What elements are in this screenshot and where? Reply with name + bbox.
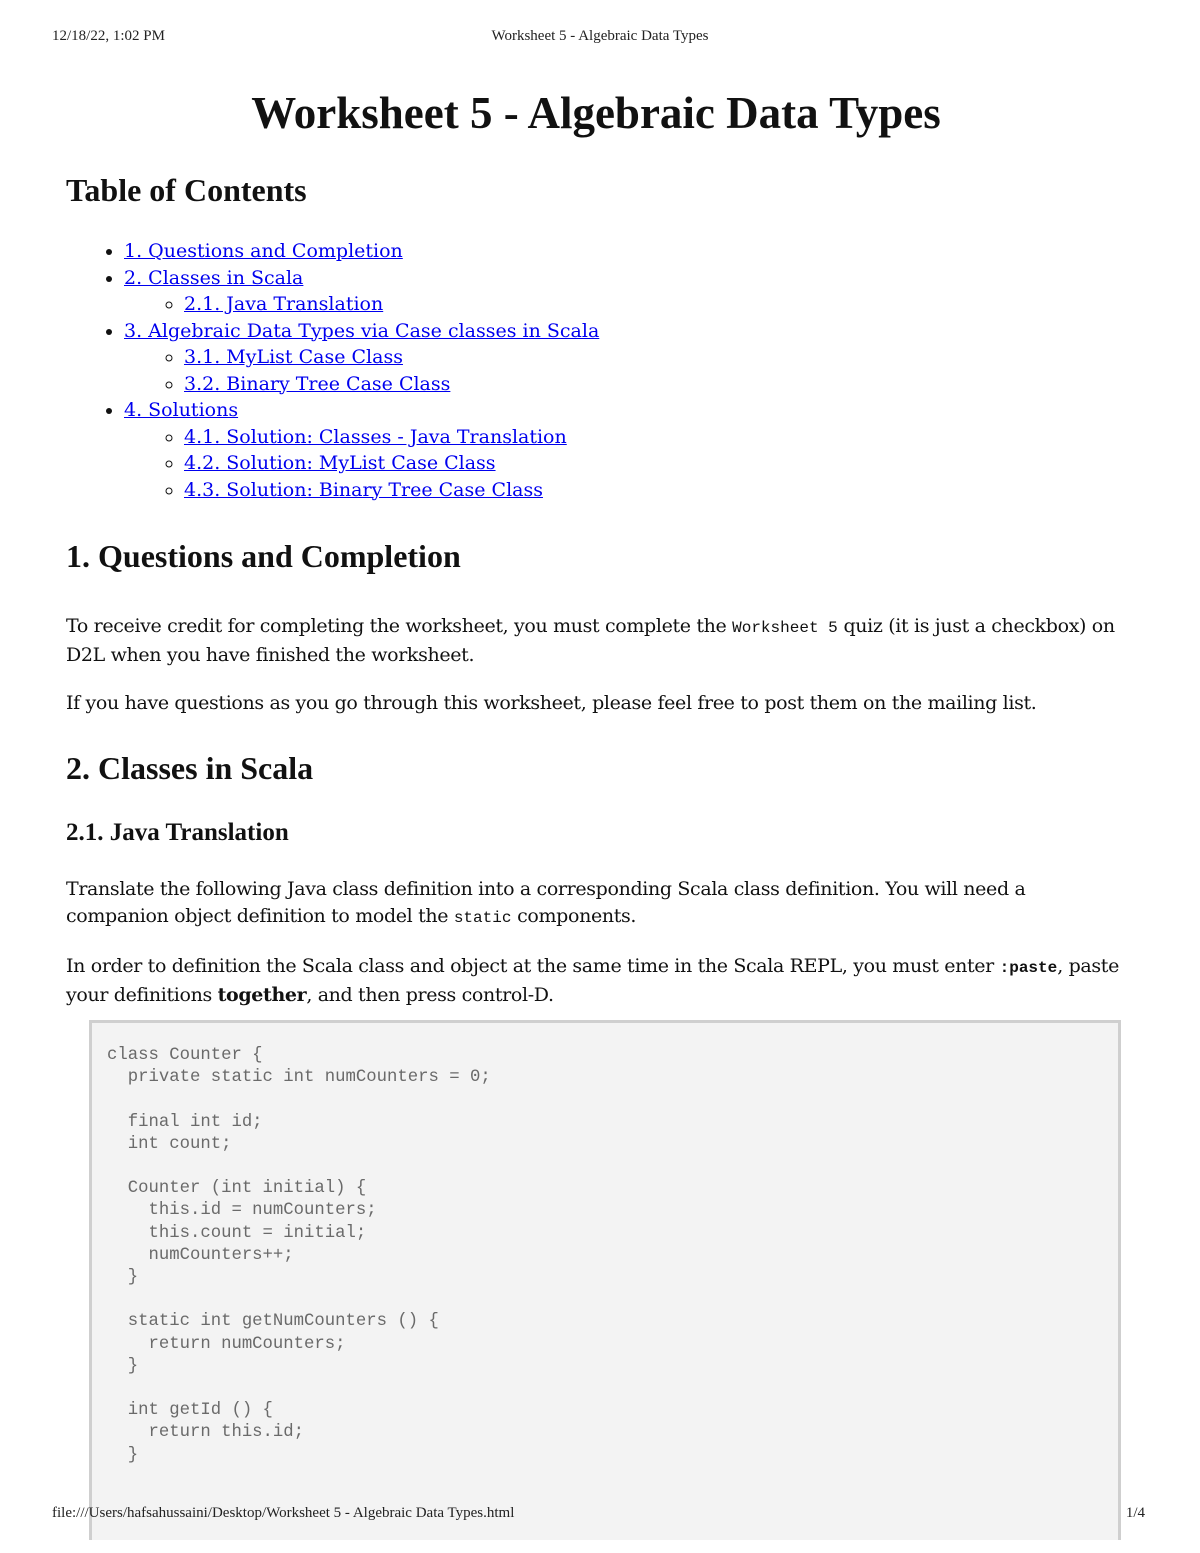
toc-link-solutions[interactable]: 4. Solutions (124, 399, 239, 421)
inline-code: :paste (999, 959, 1058, 977)
print-page-number: 1/4 (1125, 1505, 1145, 1521)
toc-link-classes[interactable]: 2. Classes in Scala (124, 266, 304, 289)
print-header (0, 28, 1200, 52)
text-span: , and then press control-D. (306, 984, 554, 1006)
toc-item (124, 397, 1126, 503)
toc-link-mylist[interactable]: 3.1. MyList Case Class (184, 346, 403, 368)
code-block (89, 1020, 1121, 1540)
page-title: Worksheet 5 - Algebraic Data Types (251, 88, 941, 138)
section-2-heading: 2. Classes in Scala (66, 750, 314, 786)
section-2-1-paragraph-2 (66, 953, 1126, 1009)
toc-link-questions[interactable]: 1. Questions and Completion (124, 240, 403, 262)
print-date: 12/18/22, 1:02 PM (52, 28, 165, 44)
toc-link-java-translation[interactable]: 2.1. Java Translation (184, 293, 384, 315)
table-of-contents (66, 238, 1126, 503)
text-span: , paste your definitions (66, 955, 1119, 1006)
section-1-heading: 1. Questions and Completion (66, 538, 461, 574)
toc-subitem (184, 291, 1126, 318)
toc-item (124, 238, 1126, 265)
section-2-1-paragraph-1 (66, 876, 1126, 932)
document-content (66, 84, 1126, 1009)
inline-code: static (453, 909, 512, 927)
toc-link-solution-classes[interactable]: 4.1. Solution: Classes - Java Translation (184, 425, 567, 448)
text-span: In order to definition the Scala class and object at the same time in the Scala REPL, you must enter (66, 955, 1000, 977)
toc-link-binary-tree[interactable]: 3.2. Binary Tree Case Class (184, 372, 451, 395)
text-span: components. (511, 905, 637, 927)
toc-subitem (184, 344, 1126, 371)
toc-subitem (184, 424, 1126, 451)
toc-link-solution-binary-tree[interactable]: 4.3. Solution: Binary Tree Case Class (184, 478, 543, 501)
toc-subitem (184, 477, 1126, 504)
inline-code: Worksheet 5 (732, 619, 838, 637)
print-page-title: Worksheet 5 - Algebraic Data Types (491, 28, 709, 44)
toc-heading: Table of Contents (66, 172, 307, 208)
toc-link-adt[interactable]: 3. Algebraic Data Types via Case classes in Scala (124, 319, 600, 342)
toc-item (124, 318, 1126, 398)
toc-subitem (184, 371, 1126, 398)
toc-link-solution-mylist[interactable]: 4.2. Solution: MyList Case Class (184, 452, 496, 474)
java-code: class Counter { private static int numCounters = 0; final int id; int count; Counter (int initial) { this.id = numCounters; this.count = initial; numCounters++; } static int getNumCounters () { return numCounters; } int getId () { return this.id; } (107, 1046, 491, 1465)
toc-item (124, 265, 1126, 318)
bold-text: together (217, 984, 307, 1006)
section-1-paragraph-2: If you have questions as you go through this worksheet, please feel free to post them on the mailing list. (66, 692, 1037, 714)
print-file-path: file:///Users/hafsahussaini/Desktop/Worksheet 5 - Algebraic Data Types.html (52, 1505, 515, 1521)
text-span: Translate the following Java class definition into a corresponding Scala class definition. You will need a companion object definition to model the (66, 878, 1026, 927)
toc-subitem (184, 450, 1126, 477)
text-span: quiz (it is just a checkbox) on D2L when you have finished the worksheet. (66, 615, 1115, 666)
section-2-1-heading: 2.1. Java Translation (66, 819, 289, 846)
print-footer (0, 1505, 1200, 1529)
section-1-paragraph-1 (66, 613, 1126, 669)
text-span: To receive credit for completing the worksheet, you must complete the (66, 615, 733, 637)
